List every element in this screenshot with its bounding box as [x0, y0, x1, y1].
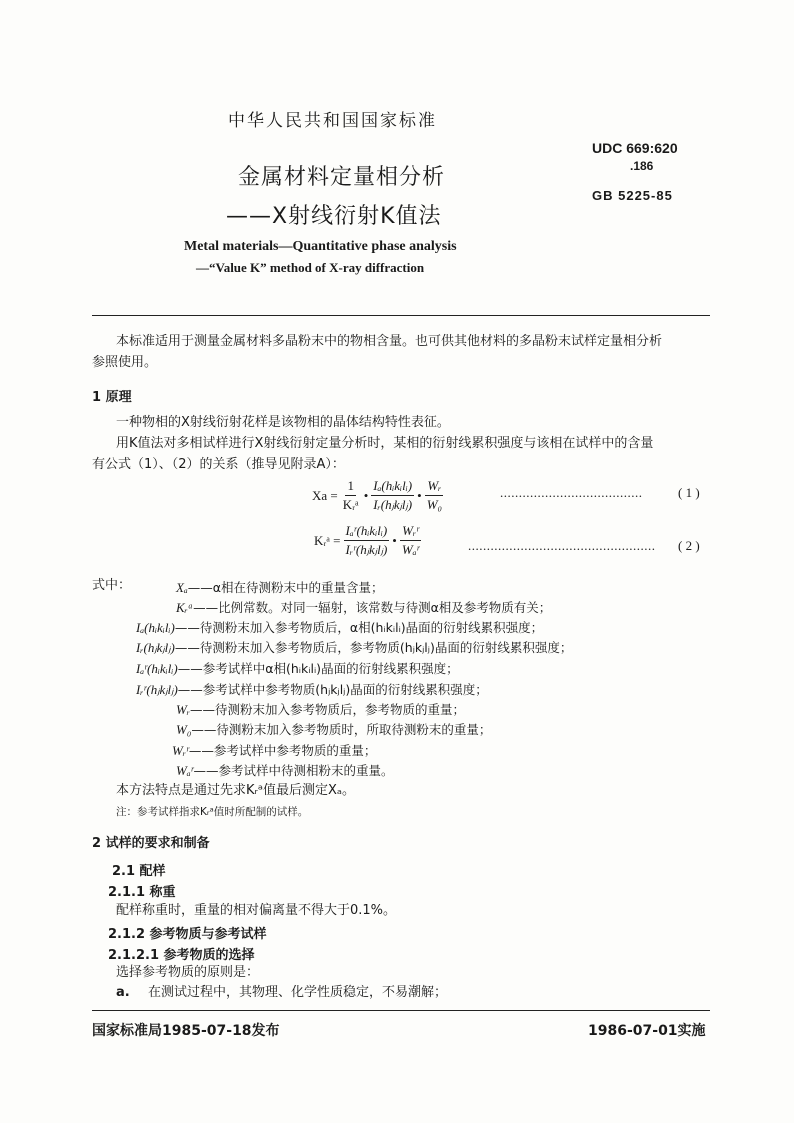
formula-1-f2-denominator: Iᵣ(hⱼkⱼlⱼ) — [373, 497, 413, 512]
item-a-label: a. — [116, 985, 130, 1000]
definition-symbol: Iᵣ(hⱼkⱼlⱼ) — [136, 640, 175, 655]
definition-text: ——待测粉末加入参考物质时，所取待测粉末的重量； — [191, 722, 492, 737]
definition-row — [176, 578, 384, 596]
section-2-1-2-1: 2.1.2.1 参考物质的选择 — [108, 948, 255, 963]
definition-row — [176, 761, 394, 779]
header-divider — [92, 315, 710, 316]
formula-2-f1-denominator: Iᵣʳ(hⱼkⱼlⱼ) — [345, 542, 388, 557]
definition-text: ——参考试样中参考物质的重量； — [188, 743, 377, 758]
definition-symbol: Kᵣᵃ — [176, 600, 194, 615]
formula-1-f1-numerator: 1 — [345, 478, 356, 496]
formula-2-f2-denominator: Wₐʳ — [401, 542, 420, 557]
footer-divider — [92, 1010, 710, 1011]
formula-2-fraction-1 — [344, 523, 390, 558]
udc-code-continued: .186 — [630, 159, 654, 173]
definition-symbol: Iₐ(hᵢkᵢlᵢ) — [136, 620, 175, 635]
definition-row — [136, 618, 543, 636]
multiply-dot: • — [417, 487, 422, 503]
definition-row — [136, 638, 572, 656]
definition-symbol: Wᵣ — [176, 702, 191, 717]
definition-symbol: Wᵣʳ — [172, 743, 189, 758]
title-en-main: Metal materials—Quantitative phase analysis — [184, 239, 457, 254]
definition-symbol: Iₐʳ(hᵢkᵢlᵢ) — [136, 661, 178, 676]
section-2-1-2: 2.1.2 参考物质与参考试样 — [108, 927, 267, 942]
definition-text: ——参考试样中α相(hᵢkᵢlᵢ)晶面的衍射线累积强度； — [177, 661, 459, 676]
formula-2 — [314, 523, 424, 558]
formula-1-f3-numerator: Wᵣ — [425, 478, 443, 496]
section-1-p2a: 用K值法对多相试样进行X射线衍射定量分析时，某相的衍射线累积强度与该相在试样中的含量 — [116, 436, 654, 451]
title-en-sub: —“Value K” method of X-ray diffraction — [196, 260, 425, 275]
formula-1-number: ( 1 ) — [678, 485, 700, 500]
definition-text: ——参考试样中参考物质(hⱼkⱼlⱼ)晶面的衍射线累积强度； — [177, 682, 488, 697]
formula-1 — [312, 478, 447, 513]
section-2-heading: 2 试样的要求和制备 — [92, 836, 210, 851]
formula-1-f1-denominator: Kᵣᵃ — [342, 497, 359, 512]
footnote: 注：参考试样指求Kᵣᵃ值时所配制的试样。 — [116, 806, 309, 818]
section-1-p1: 一种物相的X射线衍射花样是该物相的晶体结构特性表征。 — [116, 415, 450, 430]
formula-2-leader-dots: .................................................. — [468, 538, 656, 553]
definition-text: ——待测粉末加入参考物质后，参考物质(hⱼkⱼlⱼ)晶面的衍射线累积强度； — [174, 640, 573, 655]
formula-1-lhs: Xa = — [312, 487, 338, 503]
section-2-1: 2.1 配样 — [112, 864, 166, 879]
formula-2-f1-numerator: Iₐʳ(hᵢkᵢlᵢ) — [344, 523, 390, 541]
gb-number: GB 5225-85 — [592, 188, 673, 203]
definition-row — [176, 700, 465, 718]
definitions-lead: 式中： — [92, 578, 132, 593]
definition-row — [136, 680, 488, 698]
definition-row — [176, 598, 551, 616]
formula-2-f2-numerator: Wᵣʳ — [400, 523, 421, 541]
definition-text: ——α相在待测粉末中的重量含量； — [187, 580, 384, 595]
formula-2-number: ( 2 ) — [678, 538, 700, 553]
section-1-heading: 1 原理 — [92, 390, 132, 405]
intro-line-2: 参照使用。 — [92, 355, 158, 370]
definition-symbol: W₀ — [176, 722, 192, 737]
definition-symbol: Xₐ — [176, 580, 188, 595]
national-standard-label: 中华人民共和国国家标准 — [228, 111, 437, 131]
section-2-1-1-text: 配样称重时，重量的相对偏离量不得大于0.1%。 — [116, 903, 397, 918]
item-a-text: 在测试过程中，其物理、化学性质稳定，不易潮解； — [148, 985, 448, 1000]
formula-2-fraction-2 — [400, 523, 422, 558]
section-1-p2b: 有公式（1）、（2）的关系（推导见附录A）： — [92, 457, 345, 472]
definition-row — [176, 720, 491, 738]
definition-symbol: Iᵣʳ(hⱼkⱼlⱼ) — [136, 682, 178, 697]
definition-text: ——待测粉末加入参考物质后，参考物质的重量； — [190, 702, 466, 717]
formula-1-fraction-3 — [425, 478, 444, 513]
multiply-dot: • — [363, 487, 369, 503]
title-cn-sub: ——X射线衍射K值法 — [226, 204, 442, 229]
definition-text: ——比例常数。对同一辐射，该常数与待测α相及参考物质有关； — [193, 600, 552, 615]
definition-row — [172, 741, 376, 759]
udc-code: UDC 669:620 — [592, 140, 678, 156]
method-feature: 本方法特点是通过先求Kᵣᵃ值最后测定Xₐ。 — [116, 783, 355, 798]
effective-date: 1986-07-01实施 — [588, 1023, 706, 1039]
section-2-1-2-1-text: 选择参考物质的原则是： — [116, 965, 260, 980]
issued-date: 国家标准局1985-07-18发布 — [92, 1023, 280, 1039]
title-cn-main: 金属材料定量相分析 — [238, 165, 446, 190]
formula-1-fraction-2 — [371, 478, 414, 513]
formula-1-leader-dots: ...................................... — [500, 485, 643, 500]
section-2-1-1: 2.1.1 称重 — [108, 885, 176, 900]
formula-2-lhs: Kᵣᵃ = — [314, 532, 341, 548]
multiply-dot: • — [392, 532, 397, 548]
definition-row — [136, 659, 459, 677]
formula-1-f3-denominator: W₀ — [426, 497, 443, 512]
formula-1-f2-numerator: Iₐ(hᵢkᵢlᵢ) — [371, 478, 414, 496]
formula-1-fraction-1 — [341, 478, 361, 513]
definition-text: ——待测粉末加入参考物质后，α相(hᵢkᵢlᵢ)晶面的衍射线累积强度； — [174, 620, 544, 635]
definition-symbol: Wₐʳ — [176, 763, 194, 778]
intro-line-1: 本标准适用于测量金属材料多晶粉末中的物相含量。也可供其他材料的多晶粉末试样定量相分析 — [116, 334, 663, 349]
definition-text: ——参考试样中待测相粉末的重量。 — [193, 763, 394, 778]
